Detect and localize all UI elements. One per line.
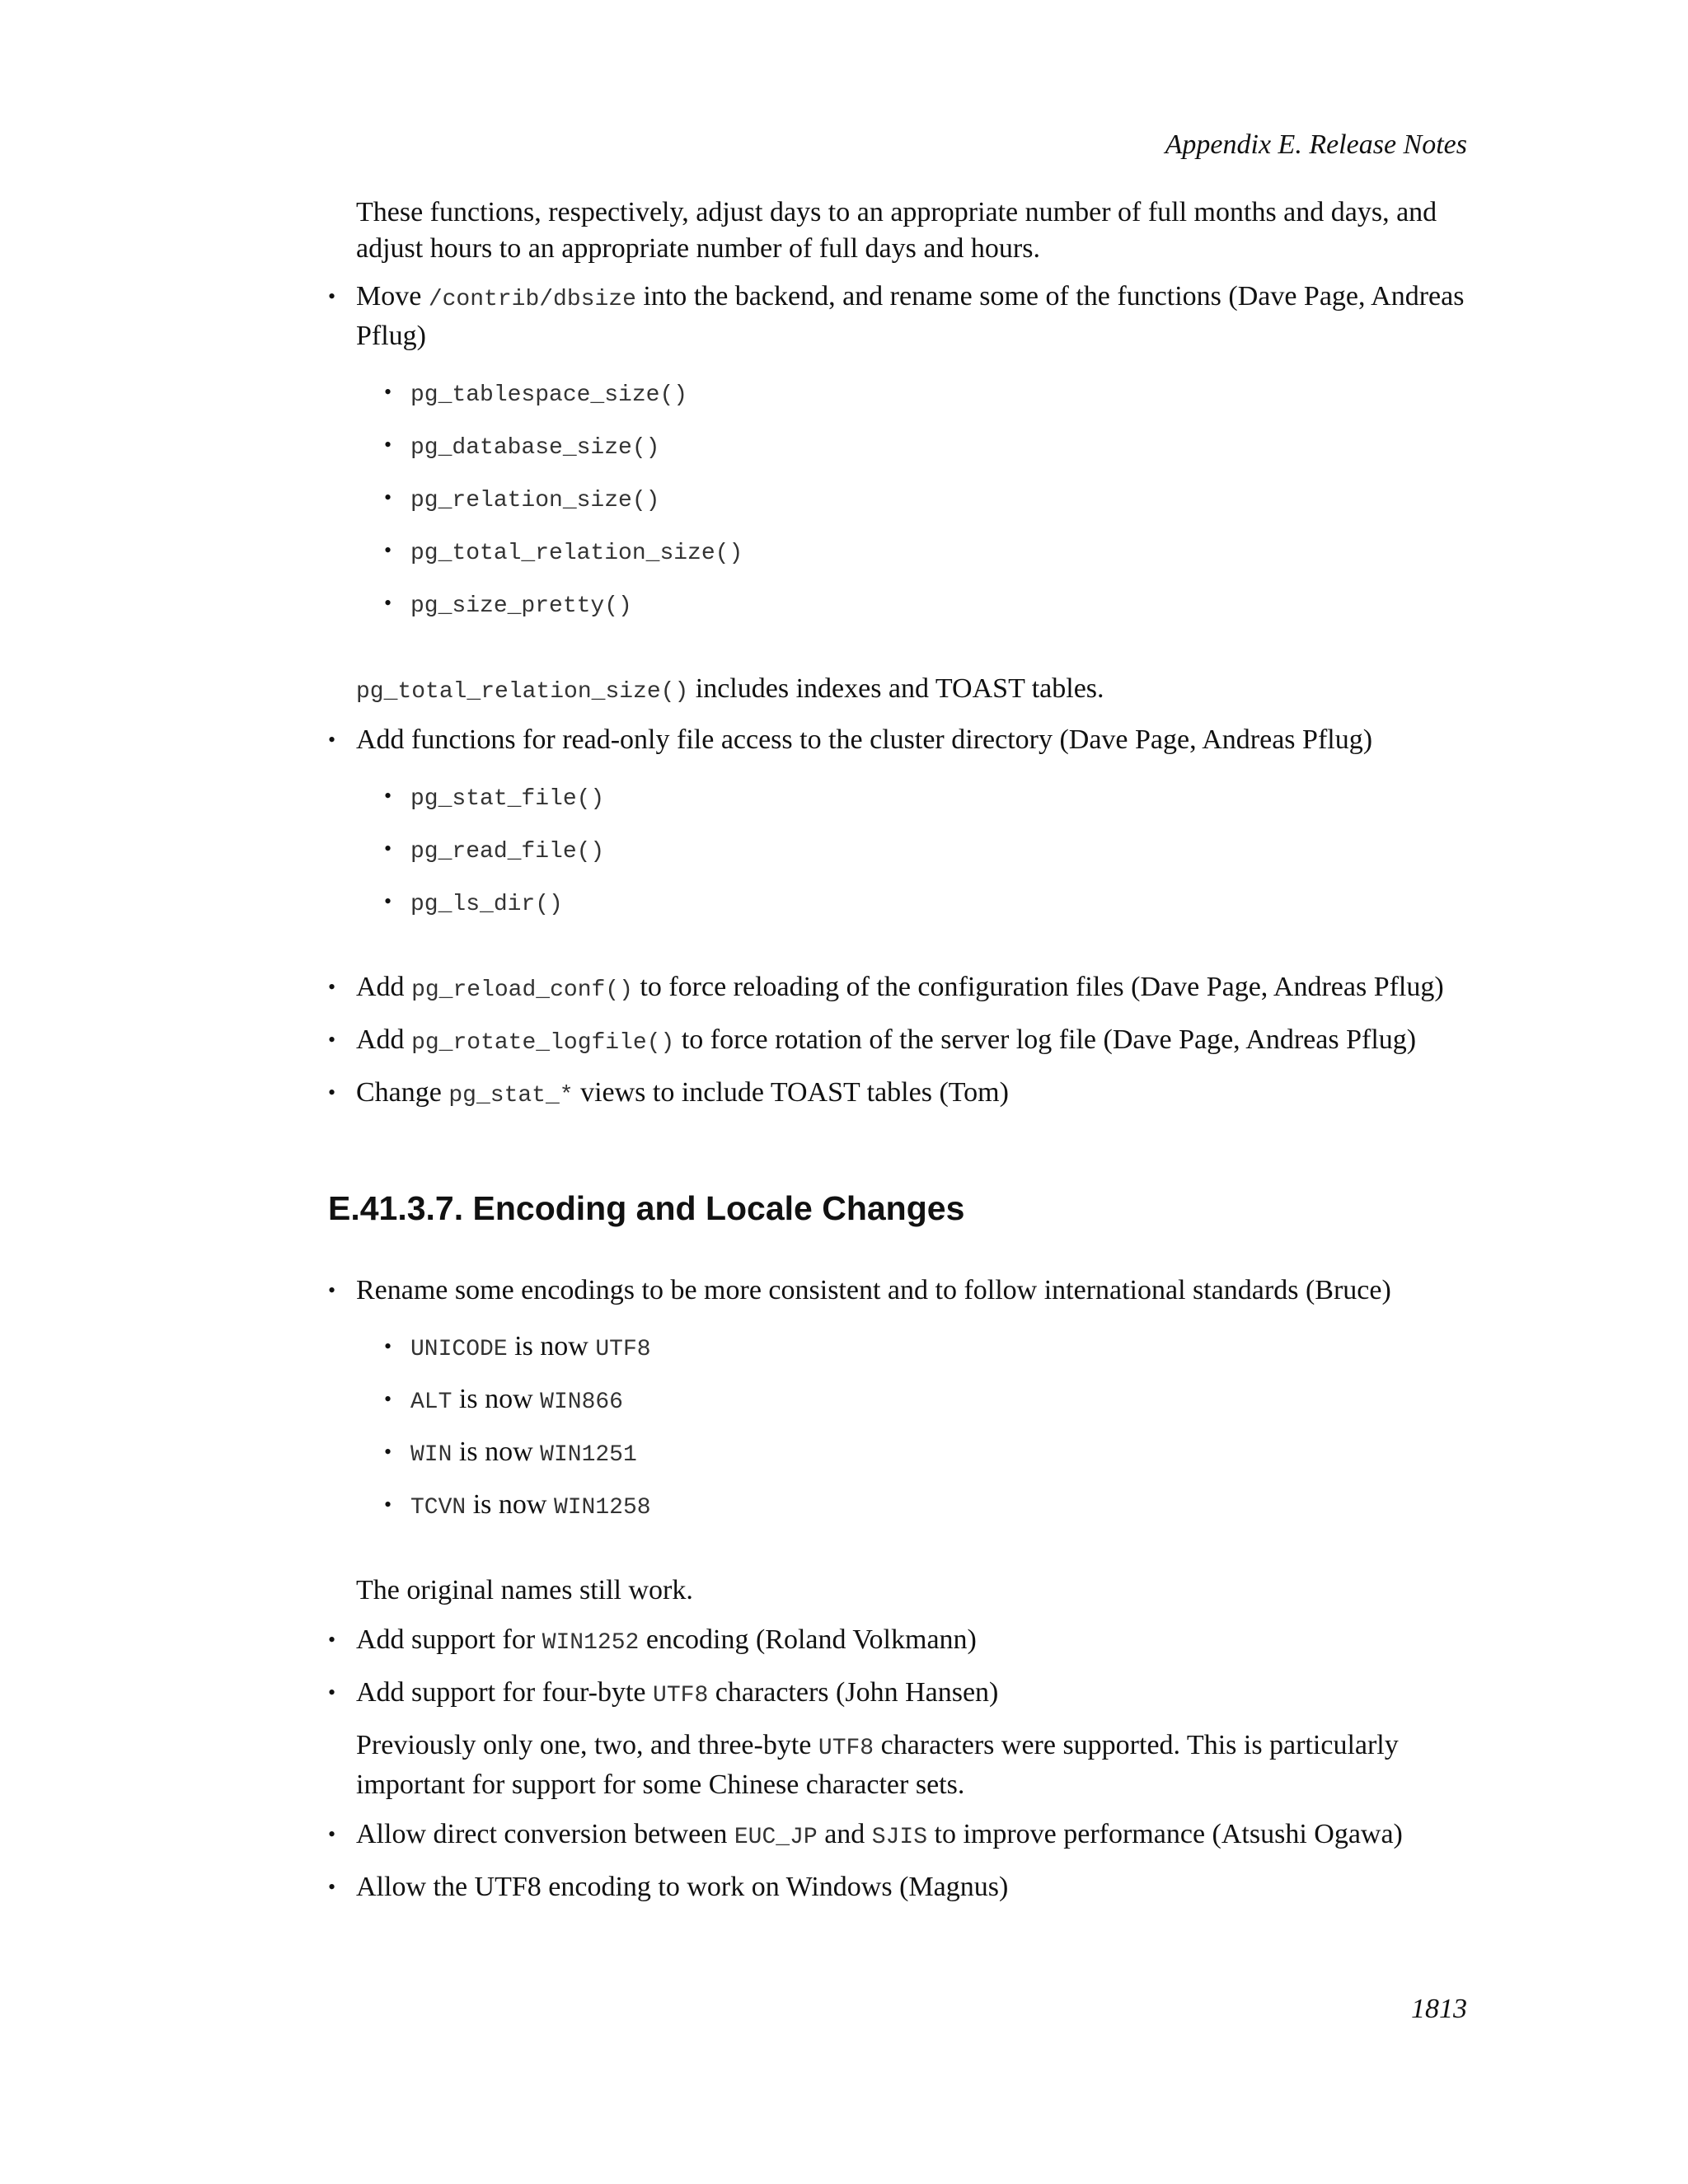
encoding-changes-list [328,1272,1467,1905]
bullet-icon: • [384,889,392,913]
bullet-icon: • [384,1387,392,1411]
list-item-windows: • Allow the UTF8 encoding to work on Windows (Magnus) [328,1869,1467,1905]
sub-list-item: • ALT is now WIN866 [384,1381,1467,1421]
list-item-conversion: • Allow direct conversion between EUC_JP and SJIS to improve performance (Atsushi Ogawa) [328,1816,1467,1856]
bullet-icon: • [328,1875,336,1899]
bullet-icon: • [328,728,336,752]
bullet-icon: • [328,284,336,308]
bullet-icon: • [384,1493,392,1516]
bullet-icon: • [384,837,392,860]
list-item-rename-encodings: • Rename some encodings to be more consistent and to follow international standards (Bruce) • UNICODE is now UTF8 • ALT is now WIN866 • WIN is now WIN1251 • TCVN is now WIN1258 The original names still work. [328,1272,1467,1609]
inline-code: pg_rotate_logfile() [411,1030,675,1056]
list-item-utf8: • Add support for four-byte UTF8 characters (John Hansen) Previously only one, two, and three-byte UTF8 characters were supported. This is particularly important for support for some Chinese character sets. [328,1675,1467,1803]
sub-list-item: • UNICODE is now UTF8 [384,1329,1467,1368]
list-item-file-access: • Add functions for read-only file access to the cluster directory (Dave Page, Andreas Pflug) • pg_stat_file() • pg_read_file() • pg_ls_dir() [328,722,1467,923]
sub-list-item: • pg_ls_dir() [384,883,1467,923]
function-changes-list [328,279,1467,1114]
inline-code: WIN1252 [542,1630,640,1656]
list-item-reload-conf: • Add pg_reload_conf() to force reloading of the configuration files (Dave Page, Andreas Pflug) [328,969,1467,1009]
bullet-icon: • [328,975,336,999]
item-note: pg_total_relation_size() includes indexes and TOAST tables. [356,673,1104,705]
item-note: The original names still work. [356,1575,693,1605]
sub-list-item: • pg_relation_size() [384,480,1467,519]
bullet-icon: • [384,1440,392,1464]
inline-code: SJIS [871,1825,927,1850]
bullet-icon: • [384,433,392,457]
bullet-icon: • [384,380,392,404]
sub-list-item: • pg_tablespace_size() [384,374,1467,414]
sub-list-item: • pg_size_pretty() [384,585,1467,625]
page-number: 1813 [1411,1994,1467,2024]
bullet-icon: • [328,1628,336,1652]
list-item-stat-views: • Change pg_stat_* views to include TOAST tables (Tom) [328,1075,1467,1114]
inline-code: UTF8 [653,1683,709,1708]
bullet-icon: • [328,1028,336,1052]
sub-list-item: • pg_database_size() [384,427,1467,466]
file-access-function-list [356,778,1467,923]
list-item-win1252: • Add support for WIN1252 encoding (Roland Volkmann) [328,1622,1467,1661]
page-content [328,194,1467,1905]
bullet-icon: • [328,1080,336,1104]
running-header: Appendix E. Release Notes [1165,129,1467,160]
sub-list-item: • pg_total_relation_size() [384,532,1467,572]
sub-list-item: • pg_read_file() [384,831,1467,870]
bullet-icon: • [384,1334,392,1358]
dbsize-function-list [356,374,1467,625]
list-item-dbsize: • Move /contrib/dbsize into the backend, and rename some of the functions (Dave Page, Andreas Pflug) • pg_tablespace_size() • pg_database_size() • pg_relation_size() • pg_total_relation_size() • pg_size_pretty() pg_total_relation_size() includes indexes and TOAST tables. [328,279,1467,710]
inline-code: UTF8 [818,1736,874,1761]
inline-code: /contrib/dbsize [428,287,636,312]
bullet-icon: • [328,1822,336,1846]
bullet-icon: • [384,591,392,615]
sub-list-item: • pg_stat_file() [384,778,1467,818]
inline-code: EUC_JP [734,1825,818,1850]
inline-code: pg_stat_* [448,1083,574,1108]
inline-code: pg_total_relation_size() [356,679,689,705]
sub-list-item: • WIN is now WIN1251 [384,1434,1467,1474]
bullet-icon: • [328,1680,336,1704]
bullet-icon: • [328,1278,336,1302]
item-note: Previously only one, two, and three-byte UTF8 characters were supported. This is particularly important for support for some Chinese character sets. [356,1730,1399,1800]
bullet-icon: • [384,538,392,562]
section-heading: E.41.3.7. Encoding and Locale Changes [328,1189,965,1227]
bullet-icon: • [384,485,392,509]
encoding-rename-list [356,1329,1467,1526]
bullet-icon: • [384,784,392,808]
continuation-paragraph: These functions, respectively, adjust days to an appropriate number of full months and days, and adjust hours to an appropriate number of full days and hours. [356,197,1437,264]
inline-code: pg_reload_conf() [411,977,633,1003]
list-item-rotate-logfile: • Add pg_rotate_logfile() to force rotation of the server log file (Dave Page, Andreas Pflug) [328,1022,1467,1062]
sub-list-item: • TCVN is now WIN1258 [384,1487,1467,1526]
